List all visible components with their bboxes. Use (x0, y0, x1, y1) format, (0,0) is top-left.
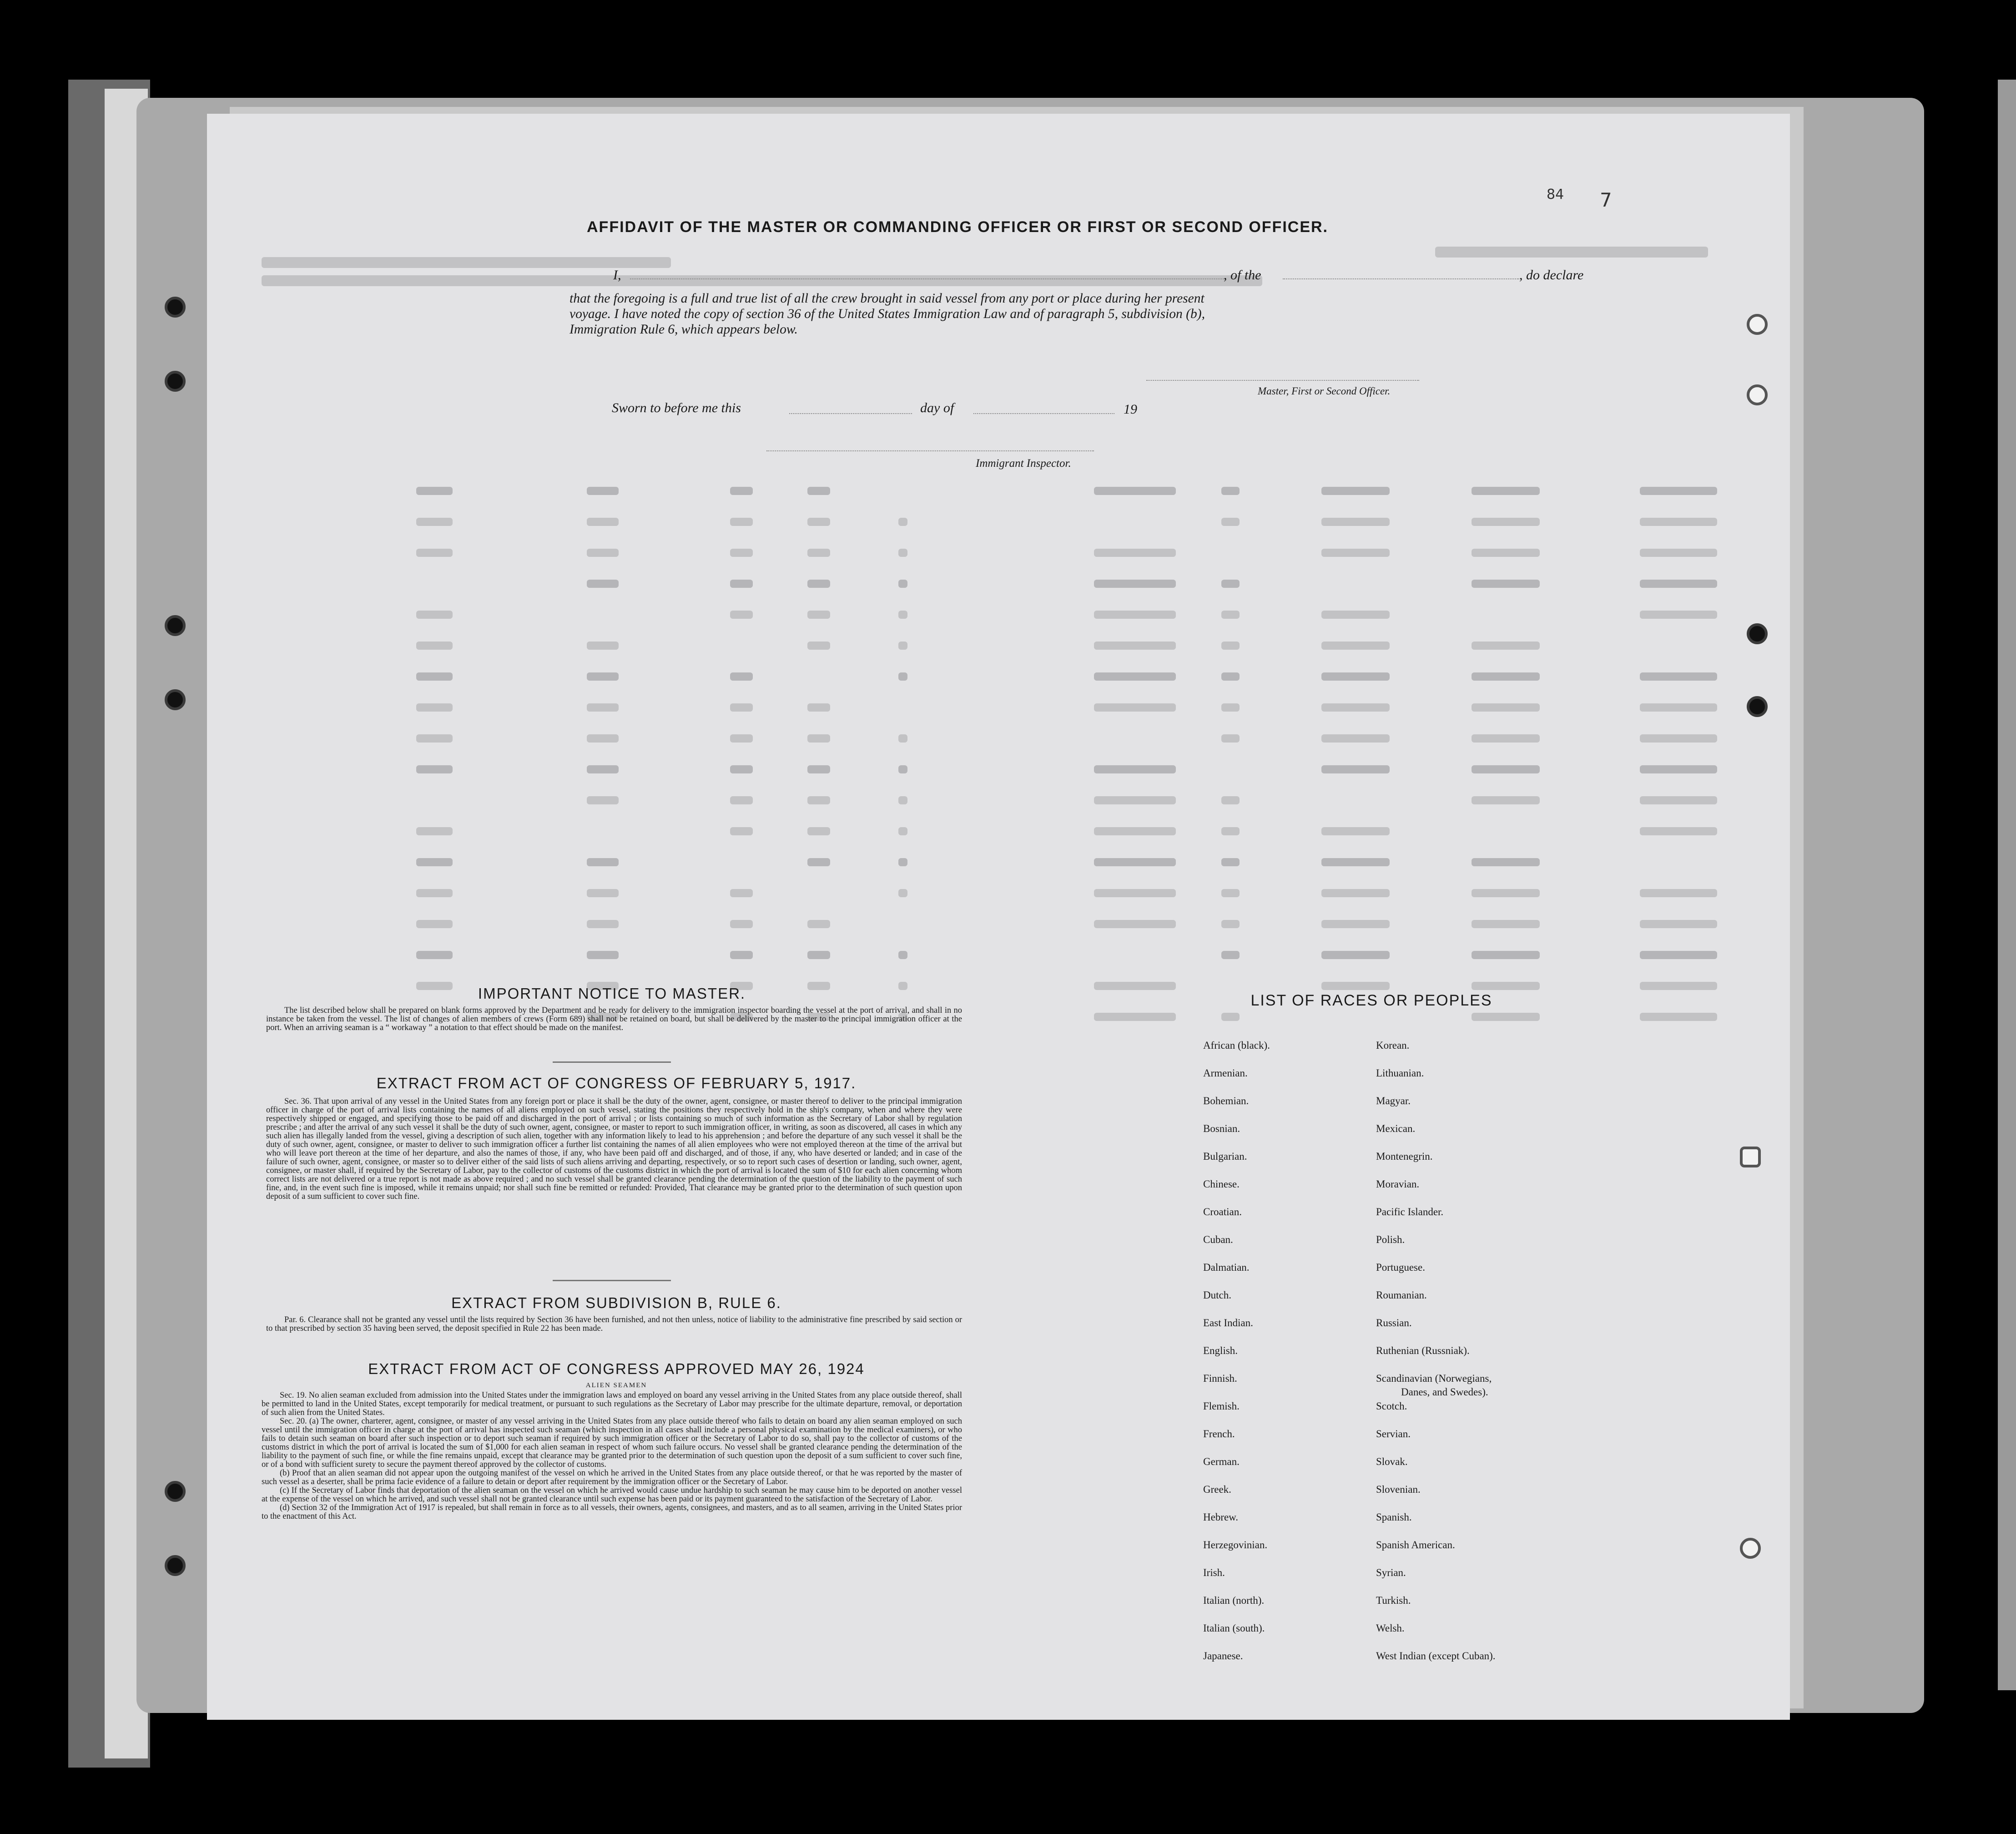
race-item: Armenian. (1203, 1067, 1248, 1079)
ghost-cell (1472, 889, 1540, 897)
race-item: Scotch. (1376, 1400, 1407, 1412)
ghost-cell (730, 951, 753, 959)
race-item: Irish. (1203, 1567, 1225, 1578)
adjacent-page-edge (1998, 80, 2016, 1690)
race-item: Dalmatian. (1203, 1262, 1250, 1273)
ghost-cell (1094, 982, 1176, 990)
ghost-cell (898, 889, 907, 897)
ghost-cell (1221, 827, 1240, 835)
ghost-cell (730, 920, 753, 928)
ghost-cell (898, 642, 907, 650)
binder-hole (1747, 314, 1768, 335)
ghost-cell (898, 796, 907, 804)
ghost-cell (416, 734, 453, 743)
ghost-cell (1094, 580, 1176, 588)
ghost-cell (1640, 672, 1717, 681)
binder-hole (165, 371, 186, 392)
ghost-header (1435, 247, 1708, 258)
ghost-cell (1321, 982, 1390, 990)
race-item: Polish. (1376, 1234, 1405, 1245)
act-1924-paragraph: Sec. 19. No alien seaman excluded from admission into the United States under the immigration laws and employed on board any vessel arriving in the United States from any place outside thereof, shall be permitted to land in the United States, except temporarily for medical treatment, or pursuant to such regulations as the Secretary of Labor may prescribe for the ultimate departure, removal, or deportation of such alien from the United States. (262, 1391, 962, 1417)
act-1917-paragraph: Sec. 36. That upon arrival of any vessel in the United States from any foreign port or place it shall be the duty of the owner, agent, consignee, or master thereof to deliver to the principal immigration officer in charge of the port of arrival lists containing the names of all aliens employed on such vessel, stating the positions they respectively hold in the ship's company, when and where they were respectively shipped or engaged, and specifying those to be paid off and discharged in the port of arrival ; or lists containing so much of such information as the Secretary of Labor shall by regulation prescribe ; and after the arrival of any such vessel it shall be the duty of such owner, agent, consignee, or master to report to such immigration officer, in writing, as soon as discovered, all cases in which any such alien has illegally landed from the vessel, giving a description of such alien, together with any information likely to lead to his apprehension ; and before the departure of any such vessel it shall be the duty of such owner, agent, consignee, or master to deliver to such immigration officer a further list containing the names of all alien employees who were not employed thereon at the time of the arrival but who will leave port thereon at the time of her departure, and also the names of those, if any, who have been paid off and discharged, and of those, if any, who have deserted or landed; and in case of the failure of such owner, agent, consignee, or master so to deliver either of the said lists of such aliens arriving and departing, respectively, or so to report such cases of desertion or landing, such owner, agent, consignee, or master shall, if required by the Secretary of Labor, pay to the collector of customs of the customs district in which the port of arrival is located the sum of $10 for each alien concerning whom correct lists are not delivered or a true report is not made as above required ; and no such vessel shall be granted clearance pending the determination of the question of the liability to the payment of such fine, and, in the event such fine is imposed, while it remains unpaid; nor shall such fine be remitted or refunded: Provided, That clearance may be granted prior to the determination of such question upon deposit of a sum sufficient to cover such fine. (266, 1097, 962, 1201)
ghost-cell (1640, 487, 1717, 495)
race-item: Italian (south). (1203, 1622, 1265, 1634)
race-item: Danes, and Swedes). (1401, 1386, 1488, 1398)
binder-hole (165, 1481, 186, 1502)
race-item: Spanish American. (1376, 1539, 1455, 1551)
act-1924-paragraph: (d) Section 32 of the Immigration Act of 1917 is repealed, but shall remain in force as to all vessels, their owners, agents, consignees, and masters, and as to all seamen, arriving in the United States prior to the enactment of this Act. (262, 1503, 962, 1521)
ghost-cell (1094, 858, 1176, 866)
ghost-cell (730, 518, 753, 526)
race-item: Flemish. (1203, 1400, 1240, 1412)
ghost-cell (1094, 549, 1176, 557)
ghost-cell (587, 858, 619, 866)
ghost-cell (1640, 827, 1717, 835)
race-item: Magyar. (1376, 1095, 1411, 1106)
ghost-cell (416, 827, 453, 835)
notice-text (266, 1006, 962, 1032)
ghost-cell (1321, 765, 1390, 773)
race-item: Croatian. (1203, 1206, 1242, 1218)
ghost-cell (587, 889, 619, 897)
ghost-cell (1094, 642, 1176, 650)
act-1917-divider (553, 1280, 671, 1281)
affidavit-do-declare: , do declare (1519, 268, 1584, 283)
act-1924-title: EXTRACT FROM ACT OF CONGRESS APPROVED MAY 26, 1924 (368, 1360, 865, 1377)
ghost-cell (898, 580, 907, 588)
binder-hole (165, 297, 186, 318)
ghost-cell (730, 611, 753, 619)
ghost-cell (1321, 889, 1390, 897)
ghost-cell (1640, 796, 1717, 804)
ghost-cell (898, 518, 907, 526)
race-item: Welsh. (1376, 1622, 1405, 1634)
binder-hole (165, 1555, 186, 1576)
ghost-cell (416, 765, 453, 773)
race-item: Cuban. (1203, 1234, 1233, 1245)
ghost-cell (807, 642, 830, 650)
race-item: Slovak. (1376, 1456, 1408, 1467)
race-item: Dutch. (1203, 1289, 1231, 1301)
race-item: Herzegovinian. (1203, 1539, 1268, 1551)
ghost-cell (1321, 549, 1390, 557)
ghost-cell (587, 920, 619, 928)
ghost-cell (587, 487, 619, 495)
page-number: 84 (1547, 187, 1564, 202)
race-item: English. (1203, 1345, 1238, 1356)
ghost-cell (1640, 734, 1717, 743)
ghost-cell (416, 889, 453, 897)
act-1917-text (266, 1097, 962, 1201)
affidavit-title: AFFIDAVIT OF THE MASTER OR COMMANDING OFFICER OR FIRST OR SECOND OFFICER. (587, 218, 1328, 236)
document-page (207, 114, 1790, 1720)
ghost-cell (807, 518, 830, 526)
race-item: Ruthenian (Russniak). (1376, 1345, 1470, 1356)
ghost-cell (898, 734, 907, 743)
ghost-cell (807, 951, 830, 959)
ghost-cell (898, 765, 907, 773)
ghost-cell (416, 858, 453, 866)
race-item: Moravian. (1376, 1178, 1420, 1190)
race-item: West Indian (except Cuban). (1376, 1650, 1496, 1662)
race-item: Mexican. (1376, 1123, 1416, 1134)
ghost-cell (1321, 734, 1390, 743)
inspector-signature-line (766, 450, 1094, 451)
ghost-cell (1094, 611, 1176, 619)
race-item: Roumanian. (1376, 1289, 1427, 1301)
ghost-cell (1472, 734, 1540, 743)
notice-paragraph: The list described below shall be prepared on blank forms approved by the Department and be ready for delivery to the immigration inspector boarding the vessel at the port of arrival, and shall in no instance be taken from the vessel. The list of changes of alien members of crews (Form 689) shall not be retained on board, but shall be delivered by the master to the principal immigration officer at the port. When an arriving seaman is a “ workaway ” a notation to that effect should be made on the manifest. (266, 1006, 962, 1032)
ghost-cell (898, 549, 907, 557)
ghost-cell (1221, 796, 1240, 804)
sworn-month-line (973, 413, 1114, 414)
ghost-cell (1472, 858, 1540, 866)
ghost-cell (1221, 889, 1240, 897)
ghost-cell (1640, 611, 1717, 619)
binder-hole (1747, 696, 1768, 717)
ghost-cell (1094, 796, 1176, 804)
races-title: LIST OF RACES OR PEOPLES (1250, 992, 1492, 1009)
ghost-cell (416, 611, 453, 619)
ghost-cell (1221, 672, 1240, 681)
ghost-cell (416, 487, 453, 495)
ghost-cell (1640, 982, 1717, 990)
ghost-cell (1321, 951, 1390, 959)
binder-hole (1747, 623, 1768, 644)
ghost-cell (416, 951, 453, 959)
ghost-cell (730, 889, 753, 897)
rule-6-text (266, 1316, 962, 1333)
race-item: Chinese. (1203, 1178, 1240, 1190)
ghost-cell (730, 827, 753, 835)
ghost-cell (1472, 765, 1540, 773)
ghost-cell (416, 920, 453, 928)
ghost-cell (1321, 703, 1390, 712)
ghost-cell (1221, 858, 1240, 866)
ghost-cell (898, 672, 907, 681)
ghost-cell (1472, 796, 1540, 804)
ghost-cell (1472, 951, 1540, 959)
ghost-cell (1094, 672, 1176, 681)
race-item: Portuguese. (1376, 1262, 1425, 1273)
ghost-cell (416, 982, 453, 990)
ghost-cell (807, 765, 830, 773)
ghost-cell (807, 549, 830, 557)
race-item: Japanese. (1203, 1650, 1243, 1662)
race-item: East Indian. (1203, 1317, 1253, 1329)
ghost-cell (898, 951, 907, 959)
ghost-cell (1094, 889, 1176, 897)
ghost-cell (807, 858, 830, 866)
ghost-header (262, 257, 671, 268)
ghost-cell (587, 796, 619, 804)
ghost-cell (807, 796, 830, 804)
ghost-cell (1472, 518, 1540, 526)
race-item: Korean. (1376, 1040, 1410, 1051)
race-item: Hebrew. (1203, 1511, 1239, 1523)
ghost-cell (587, 549, 619, 557)
ghost-cell (730, 672, 753, 681)
ghost-cell (1321, 858, 1390, 866)
master-name-line (630, 278, 1226, 279)
notice-title: IMPORTANT NOTICE TO MASTER. (478, 985, 746, 1002)
sheet-number: 7 (1600, 189, 1612, 211)
ghost-cell (1321, 672, 1390, 681)
ghost-cell (1640, 703, 1717, 712)
race-item: Italian (north). (1203, 1595, 1265, 1606)
race-item: Turkish. (1376, 1595, 1411, 1606)
ghost-cell (587, 672, 619, 681)
ghost-cell (807, 703, 830, 712)
binder-hole (165, 615, 186, 636)
ghost-cell (1094, 487, 1176, 495)
race-item: Bulgarian. (1203, 1151, 1247, 1162)
binder-hole (165, 689, 186, 710)
ghost-cell (1640, 1013, 1717, 1021)
ghost-cell (1472, 580, 1540, 588)
ghost-cell (1640, 580, 1717, 588)
ghost-cell (1640, 920, 1717, 928)
affidavit-line-1: that the foregoing is a full and true list of all the crew brought in said vessel from any port or place during her present (570, 291, 1205, 306)
act-1917-title: EXTRACT FROM ACT OF CONGRESS OF FEBRUARY 5, 1917. (376, 1075, 857, 1091)
master-signature-line (1146, 380, 1419, 381)
race-item: Bosnian. (1203, 1123, 1240, 1134)
ghost-cell (1321, 920, 1390, 928)
affidavit-line-2: voyage. I have noted the copy of section 36 of the United States Immigration Law and of paragraph 5, subdivision (b), (570, 307, 1205, 321)
act-1924-subtitle: ALIEN SEAMEN (585, 1382, 647, 1389)
ghost-cell (807, 920, 830, 928)
act-1924-paragraph: Sec. 20. (a) The owner, charterer, agent, consignee, or master of any vessel arriving in the United States from any place outside thereof who fails to detain on board any alien seaman employed on such vessel until the immigration officer in charge at the port of arrival has inspected such seaman (which inspection in all cases shall include a personal physical examination by the medical examiners), or who fails to detain such seaman on board after such inspection or to deport such seaman if required by such immigration officer or the Secretary of Labor to do so, shall pay to the collector of customs of the customs district in which the port of arrival is located the sum of $1,000 for each alien seaman in respect of whom such failure occurs. No vessel shall be granted clearance pending the determination of the liability to the payment of such fine, or while the fine remains unpaid, except that clearance may be granted prior to the determination of such question upon the deposit of a sum sufficient to cover such fine, or of a bond with sufficient surety to secure the payment thereof approved by the collector of customs. (262, 1417, 962, 1469)
race-item: Lithuanian. (1376, 1067, 1424, 1079)
ghost-cell (730, 796, 753, 804)
ghost-cell (1472, 703, 1540, 712)
ghost-cell (1472, 672, 1540, 681)
ghost-cell (730, 734, 753, 743)
ghost-cell (1472, 642, 1540, 650)
rule-6-title: EXTRACT FROM SUBDIVISION B, RULE 6. (451, 1294, 781, 1311)
ghost-cell (898, 982, 907, 990)
ghost-cell (1321, 611, 1390, 619)
inspector-label: Immigrant Inspector. (976, 457, 1071, 470)
ghost-cell (898, 827, 907, 835)
race-item: Syrian. (1376, 1567, 1406, 1578)
ghost-cell (416, 518, 453, 526)
ghost-cell (1221, 580, 1240, 588)
ghost-cell (587, 951, 619, 959)
sworn-day-line (789, 413, 912, 414)
race-item: African (black). (1203, 1040, 1270, 1051)
ghost-cell (416, 642, 453, 650)
binder-hole (1740, 1147, 1761, 1167)
race-item: Slovenian. (1376, 1484, 1421, 1495)
ghost-cell (1640, 951, 1717, 959)
ghost-cell (807, 827, 830, 835)
ghost-cell (730, 703, 753, 712)
ghost-cell (898, 611, 907, 619)
ghost-cell (416, 703, 453, 712)
act-1924-paragraph: (b) Proof that an alien seaman did not appear upon the outgoing manifest of the vessel on which he arrived in the United States from any place outside thereof, or that he was reported by the master of such vessel as a deserter, shall be prima facie evidence of a failure to detain or deport after requirement by the immigration officer or the Secretary of Labor. (262, 1469, 962, 1486)
notice-divider (553, 1061, 671, 1063)
ghost-cell (1094, 1013, 1176, 1021)
ghost-cell (1221, 1013, 1240, 1021)
ghost-cell (1221, 734, 1240, 743)
race-item: Scandinavian (Norwegians, (1376, 1373, 1492, 1384)
ghost-cell (587, 765, 619, 773)
ghost-cell (587, 703, 619, 712)
ghost-cell (730, 549, 753, 557)
race-item: German. (1203, 1456, 1240, 1467)
ghost-cell (807, 611, 830, 619)
ghost-cell (1321, 518, 1390, 526)
ghost-cell (1094, 703, 1176, 712)
act-1924-paragraph: (c) If the Secretary of Labor finds that deportation of the alien seaman on the vessel on which he arrived would cause undue hardship to such seaman he may cause him to be deported on another vessel at the expense of the vessel on which he arrived, and such vessel shall not be granted clearance until such expense has been paid or its payment guaranteed to the satisfaction of the Secretary of Labor. (262, 1486, 962, 1504)
master-signature-label: Master, First or Second Officer. (1258, 385, 1391, 397)
ghost-cell (730, 765, 753, 773)
ghost-cell (1221, 920, 1240, 928)
binder-hole (1740, 1538, 1761, 1559)
affidavit-of-the: , of the (1224, 268, 1261, 283)
race-item: French. (1203, 1428, 1235, 1440)
ghost-cell (898, 858, 907, 866)
ghost-header (262, 275, 1262, 286)
race-item: Servian. (1376, 1428, 1411, 1440)
ghost-cell (587, 518, 619, 526)
ghost-cell (1321, 642, 1390, 650)
ghost-cell (1472, 982, 1540, 990)
race-item: Bohemian. (1203, 1095, 1249, 1106)
ghost-cell (587, 580, 619, 588)
ghost-cell (416, 549, 453, 557)
ghost-cell (1472, 920, 1540, 928)
race-item: Finnish. (1203, 1373, 1237, 1384)
ghost-cell (1221, 642, 1240, 650)
ghost-cell (587, 734, 619, 743)
race-item: Spanish. (1376, 1511, 1412, 1523)
ghost-cell (1640, 518, 1717, 526)
ghost-cell (807, 580, 830, 588)
ghost-cell (1472, 487, 1540, 495)
ghost-cell (1094, 827, 1176, 835)
ghost-cell (1094, 765, 1176, 773)
binder-hole (1747, 384, 1768, 405)
ghost-cell (1640, 889, 1717, 897)
act-1924-text (262, 1391, 962, 1521)
sworn-year: 19 (1124, 402, 1137, 417)
race-item: Greek. (1203, 1484, 1231, 1495)
ghost-cell (587, 642, 619, 650)
rule-6-paragraph: Par. 6. Clearance shall not be granted any vessel until the lists required by Section 36 have been furnished, and not then unless, notice of liability to the administrative fine prescribed by said section or to that prescribed by section 35 having been served, the deposit specified in Rule 22 has been made. (266, 1315, 962, 1333)
race-item: Russian. (1376, 1317, 1412, 1329)
ghost-cell (807, 487, 830, 495)
ghost-cell (416, 672, 453, 681)
race-item: Pacific Islander. (1376, 1206, 1444, 1218)
ghost-cell (1640, 765, 1717, 773)
ghost-cell (1221, 518, 1240, 526)
ghost-cell (730, 580, 753, 588)
ghost-cell (1094, 920, 1176, 928)
ghost-cell (1221, 611, 1240, 619)
ghost-cell (1472, 549, 1540, 557)
ghost-cell (807, 982, 830, 990)
ghost-cell (1472, 1013, 1540, 1021)
ghost-cell (1221, 951, 1240, 959)
sworn-label: Sworn to before me this (612, 400, 741, 415)
sworn-day-of: day of (920, 400, 954, 415)
ghost-cell (1321, 487, 1390, 495)
ghost-cell (807, 734, 830, 743)
ghost-cell (730, 487, 753, 495)
ghost-cell (1321, 827, 1390, 835)
affidavit-line-3: Immigration Rule 6, which appears below. (570, 322, 798, 337)
ghost-cell (1221, 487, 1240, 495)
ghost-cell (1221, 703, 1240, 712)
ghost-cell (1640, 549, 1717, 557)
affidavit-i-label: I, (613, 268, 621, 283)
vessel-name-line (1283, 278, 1519, 279)
race-item: Montenegrin. (1376, 1151, 1433, 1162)
